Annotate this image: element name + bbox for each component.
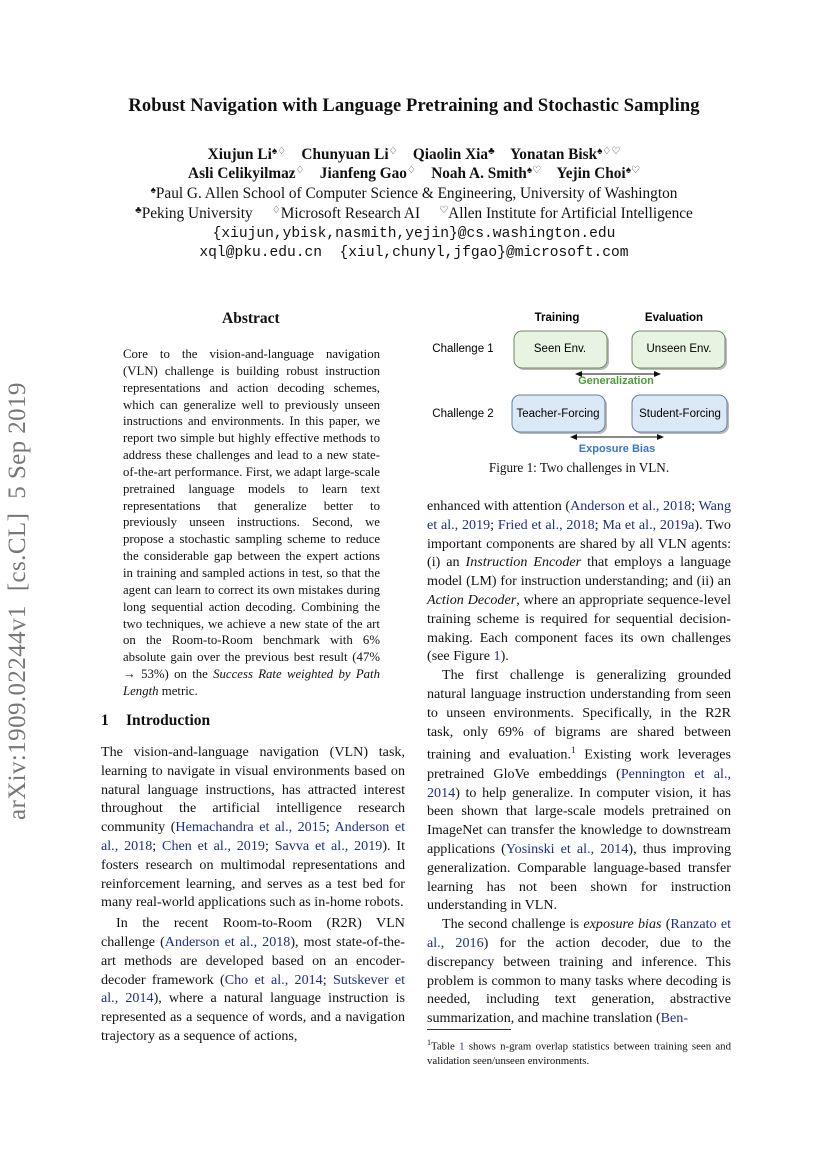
table-ref-link[interactable]: 1 bbox=[459, 1040, 465, 1053]
citation-link[interactable]: Hemachandra et al., 2015 bbox=[175, 819, 326, 836]
footnote-rule bbox=[427, 1029, 511, 1030]
affiliation-2 bbox=[0, 205, 828, 223]
author-name: Xiujun Li bbox=[207, 146, 272, 163]
author-name: Chunyuan Li bbox=[301, 146, 389, 163]
citation-link[interactable]: Anderson et al., 2018 bbox=[101, 819, 405, 854]
box-label: Unseen Env. bbox=[646, 343, 712, 355]
abstract-end: metric. bbox=[158, 683, 198, 698]
citation-link[interactable]: Ben- bbox=[660, 1010, 689, 1027]
affiliation-mark: ♠ bbox=[150, 185, 156, 196]
footnote-ref[interactable]: 1 bbox=[570, 745, 576, 756]
text: enhanced with attention ( bbox=[427, 498, 571, 514]
figure-ref-link[interactable]: 1 bbox=[493, 648, 501, 665]
box-label: Seen Env. bbox=[533, 343, 587, 355]
text: The first challenge is generalizing grounded natural language instruction understanding from seen to unseen environments. Specifically, in the R2R task, only 69% of bigrams are shared between training and evaluation. bbox=[427, 667, 731, 764]
abstract-text: Core to the vision-and-language navigation (VLN) challenge is building robust instruction representations and action decoding schemes, which can generalize well to previously unseen instructions and environments. In this paper, we report two simple but highly effective methods to address these challenges and lead to a new state-of-the-art performance. First, we adapt large-scale pretrained language models to learn text representations that generalize better to previously unseen instructions. Second, we propose a stochastic sampling scheme to reduce the considerable gap between the expert actions in training and sampled actions in test, so that the agent can learn to correct its own mistakes during long sequential action decoding. Combining the two techniques, we achieve a new state of the art on the Room-to-Room benchmark with 6% absolute gain over the previous best result (47% → 53%) on the bbox=[123, 347, 380, 682]
citation-link[interactable]: Sutskever et al., 2014 bbox=[101, 971, 405, 1007]
box-label: Student-Forcing bbox=[639, 408, 721, 420]
text: shows n-gram overlap statistics between training seen and validation seen/unseen environments. bbox=[427, 1040, 731, 1067]
exposure-bias-arrow bbox=[570, 434, 664, 455]
citation-link[interactable]: Cho et al., 2014 bbox=[224, 971, 323, 988]
author-mark: ♣ bbox=[488, 146, 495, 157]
term: exposure bias bbox=[583, 916, 662, 933]
paper-title: Robust Navigation with Language Pretraining and Stochastic Sampling bbox=[128, 96, 700, 116]
text: In the recent Room-to-Room (R2R) VLN challenge ( bbox=[101, 915, 405, 950]
section-heading bbox=[101, 712, 210, 730]
author-line-1 bbox=[0, 146, 828, 164]
box-unseen-env bbox=[632, 331, 727, 370]
box-student-forcing bbox=[632, 395, 729, 434]
citation-link[interactable]: Anderson et al., 2018 bbox=[570, 498, 692, 514]
figure-caption: Figure 1: Two challenges in VLN. bbox=[488, 460, 670, 475]
box-teacher-forcing bbox=[512, 395, 607, 434]
affiliation-text: Peking University bbox=[141, 205, 253, 222]
citation-link[interactable]: Ranzato et al., 2016 bbox=[427, 916, 732, 952]
paragraph: enhanced with attention (Anderson et al., 2018; Wang et al., 2019; Fried et al., 2018; Ma et al., 2019a). Two important components are shared by all VLN agents: (i) an Instruction Encoder that employs a language model (LM) for instruction understanding; and (ii) an Action Decoder, where an appropriate sequence-level training scheme is required for sequential decision-making. Each component faces its own challenges (see Figure 1). bbox=[427, 498, 732, 665]
abstract-heading: Abstract bbox=[222, 310, 280, 327]
left-column-body bbox=[101, 743, 405, 1046]
term: Instruction Encoder bbox=[465, 554, 582, 571]
author-name: Yejin Choi bbox=[556, 165, 626, 182]
author-mark: ♢ bbox=[388, 146, 398, 157]
author-name: Jianfeng Gao bbox=[319, 165, 407, 182]
right-column-body bbox=[427, 497, 731, 1028]
email-line-2: xql@pku.edu.cn {xiul,chunyl,jfgao}@microsoft.com bbox=[199, 245, 629, 261]
figure-1-diagram bbox=[427, 304, 737, 460]
paragraph: The vision-and-language navigation (VLN) task, learning to navigate in visual environments based on natural language instructions, has attracted interest throughout the artificial intelligence research community (Hemachandra et al., 2015; Anderson et al., 2018; Chen et al., 2019; Savva et al., 2019). It fosters research on multimodal representations and reinforcement learning, and serves as a test bed for many real-world applications such as in-home robots. bbox=[101, 744, 405, 911]
text: , where an appropriate sequence-level training scheme is required for sequential decision-making. Each component faces its own challenges (see Figure bbox=[427, 591, 731, 665]
text: ) for the action decoder, due to the discrepancy between training and inference. This problem is common to many tasks where decoding is needed, including text generation, abstractive summarization, and machine translation ( bbox=[427, 935, 731, 1027]
author-name: Qiaolin Xia bbox=[412, 146, 489, 163]
row-label-challenge-1: Challenge 1 bbox=[432, 343, 494, 355]
section-number: 1 bbox=[101, 712, 109, 729]
arxiv-date: 5 Sep 2019 bbox=[4, 382, 31, 499]
text: ), where a natural language instruction is represented as a sequence of words, and a navigation trajectory as a sequence of actions, bbox=[101, 990, 405, 1044]
term: Action Decoder bbox=[427, 591, 517, 608]
affiliation-text: Microsoft Research AI bbox=[280, 205, 421, 222]
footnote bbox=[427, 1036, 731, 1068]
abstract-body bbox=[123, 346, 380, 700]
citation-link[interactable]: Fried et al., 2018 bbox=[497, 516, 595, 533]
text: Existing work leverages pretrained GloVe embeddings ( bbox=[427, 747, 731, 782]
affiliation-1 bbox=[0, 185, 828, 203]
text: The second challenge is bbox=[442, 916, 584, 933]
column-label-evaluation: Evaluation bbox=[644, 312, 704, 324]
text: ). It fosters research on multimodal representations and reinforcement learning, and serves as a test bed for many real-world applications such as in-home robots. bbox=[101, 837, 405, 911]
text: ). Two important components are shared by all VLN agents: (i) an bbox=[427, 516, 731, 571]
text: ), most state-of-the-art methods are developed based on an encoder-decoder framework ( bbox=[101, 933, 405, 988]
paragraph bbox=[427, 666, 731, 915]
citation-link[interactable]: Chen et al., 2019 bbox=[162, 837, 265, 854]
author-name: Yonatan Bisk bbox=[509, 146, 598, 163]
row-label-challenge-2: Challenge 2 bbox=[432, 408, 494, 420]
arxiv-category: [cs.CL] bbox=[4, 512, 31, 592]
arxiv-identifier bbox=[4, 360, 32, 820]
affiliation-text: Allen Institute for Artificial Intelligence bbox=[448, 205, 693, 222]
section-title: Introduction bbox=[126, 712, 211, 729]
author-name: Asli Celikyilmaz bbox=[188, 165, 296, 182]
citation-link[interactable]: Savva et al., 2019 bbox=[274, 837, 383, 854]
arxiv-id: arXiv:1909.02244v1 bbox=[4, 605, 31, 820]
author-mark: ♢ bbox=[406, 165, 416, 176]
text: ( bbox=[661, 916, 671, 933]
author-line-2 bbox=[0, 165, 828, 183]
affiliation-mark: ♡ bbox=[439, 205, 449, 216]
text: ). bbox=[500, 648, 509, 665]
box-label: Teacher-Forcing bbox=[516, 408, 600, 420]
column-label-training: Training bbox=[534, 312, 580, 324]
author-mark: ♠♢ bbox=[271, 146, 287, 157]
author-mark: ♢ bbox=[295, 165, 305, 176]
arrow-label-exposure-bias: Exposure Bias bbox=[578, 443, 656, 455]
text: that employs a language model (LM) for instruction understanding; and (ii) an bbox=[427, 554, 732, 590]
author-mark: ♠♡ bbox=[526, 165, 542, 176]
email-line-1: {xiujun,ybisk,nasmith,yejin}@cs.washington.edu bbox=[212, 226, 616, 242]
arrow-label-generalization: Generalization bbox=[578, 375, 654, 387]
paragraph: In the recent Room-to-Room (R2R) VLN challenge (Anderson et al., 2018), most state-of-the-art methods are developed based on an encoder-decoder framework (Cho et al., 2014; Sutskever et al., 2014), where a natural language instruction is represented as a sequence of words, and a navigation trajectory as a sequence of actions, bbox=[101, 915, 405, 1044]
author-name: Noah A. Smith bbox=[431, 165, 527, 182]
citation-link[interactable]: Yosinski et al., 2014 bbox=[505, 841, 629, 858]
generalization-arrow bbox=[575, 371, 661, 387]
footnote-mark: 1 bbox=[427, 1038, 431, 1047]
affiliation-mark: ♢ bbox=[271, 205, 281, 216]
text: ), thus improving generalization. Comparable language-based transfer learning has not been shown for instruction understanding in VLN. bbox=[427, 841, 731, 914]
text: The vision-and-language navigation (VLN) task, learning to navigate in visual environments based on natural language instructions, has attracted interest throughout the artificial intelligence research community ( bbox=[101, 744, 405, 836]
citation-link[interactable]: Ma et al., 2019a bbox=[602, 516, 695, 533]
citation-link[interactable]: Wang et al., 2019 bbox=[427, 498, 732, 533]
box-seen-env bbox=[514, 331, 609, 370]
text: Table bbox=[431, 1040, 460, 1053]
text: ) to help generalize. In computer vision, it has been shown that large-scale models pretrained on ImageNet can transfer the knowledge to downstream applications ( bbox=[427, 784, 731, 858]
author-mark: ♠♢♡ bbox=[597, 146, 621, 157]
affiliation-text: Paul G. Allen School of Computer Science & Engineering, University of Washington bbox=[155, 185, 678, 202]
paragraph bbox=[427, 915, 731, 1028]
citation-link[interactable]: Anderson et al., 2018 bbox=[164, 933, 291, 950]
affiliation-mark: ♣ bbox=[135, 205, 142, 216]
author-mark: ♠♡ bbox=[625, 165, 640, 176]
citation-link[interactable]: Pennington et al., 2014 bbox=[427, 765, 731, 801]
abstract-metric: Success Rate weighted by Path Length bbox=[123, 667, 380, 698]
